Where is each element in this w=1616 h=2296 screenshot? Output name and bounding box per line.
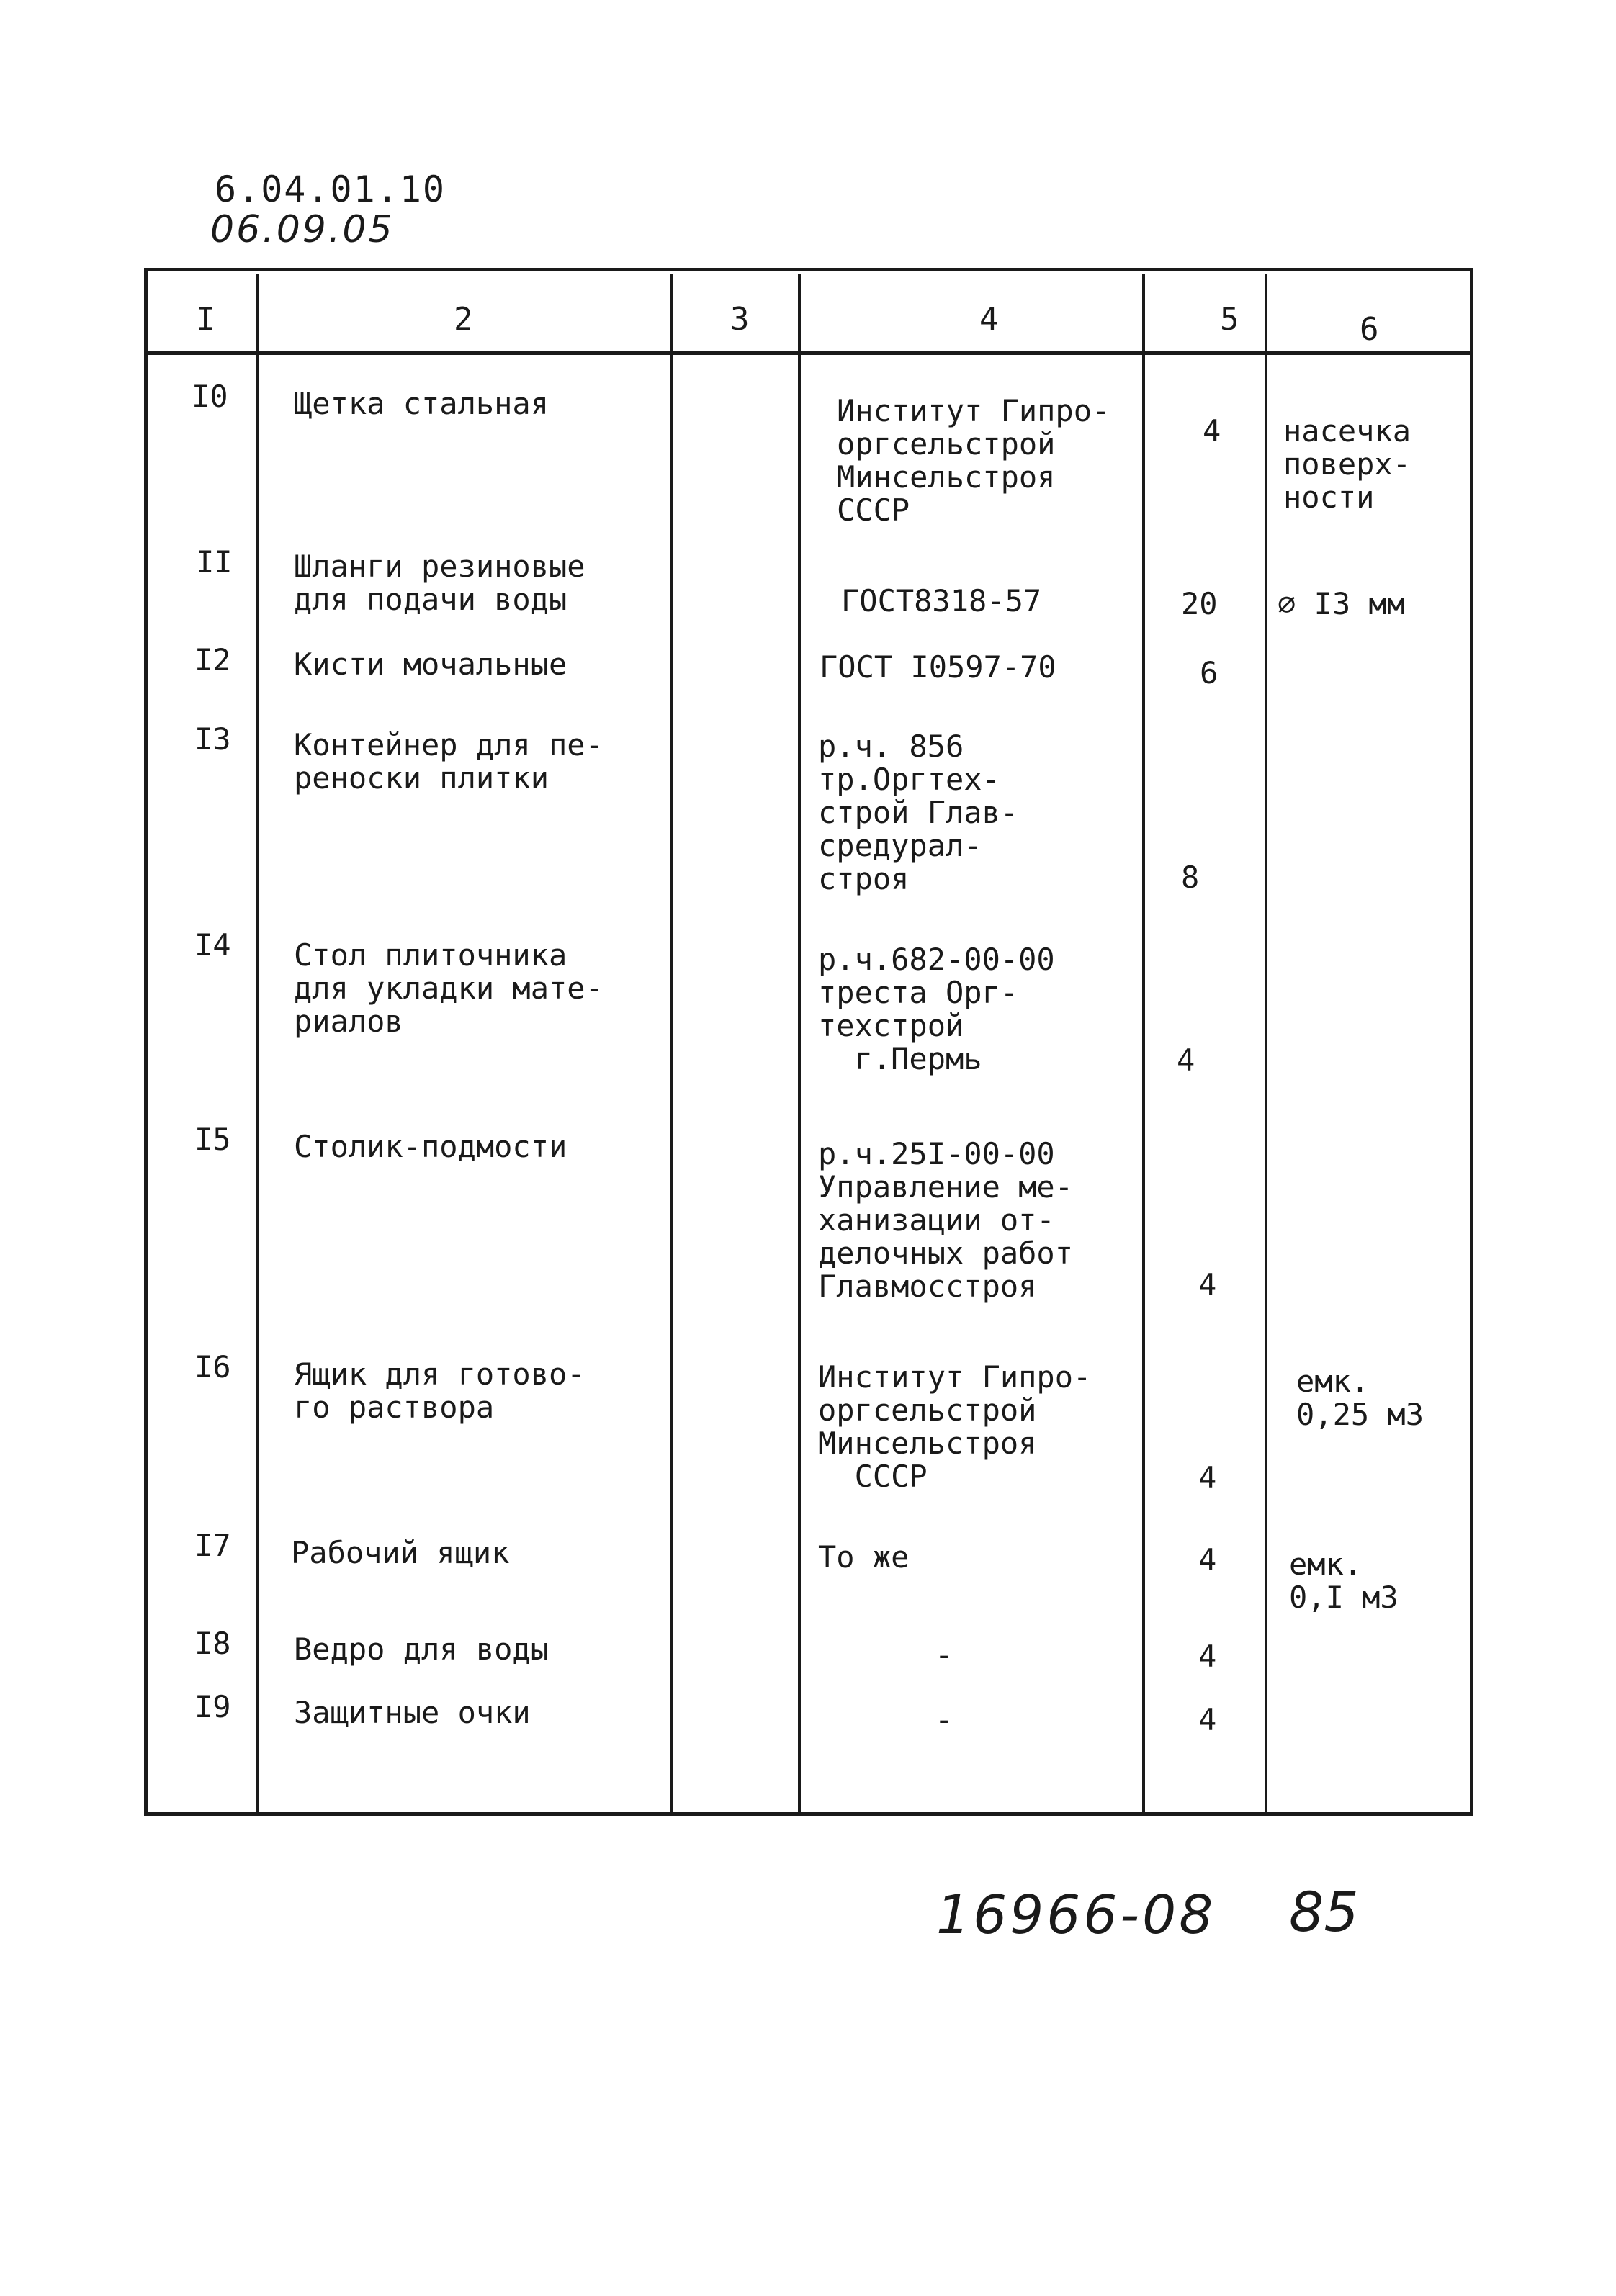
item-source: ГОСТ I0597-70 (820, 649, 1056, 685)
column-header: 6 (1360, 311, 1379, 348)
item-source: - (935, 1637, 953, 1673)
item-name: Защитные очки (294, 1695, 531, 1730)
row-number: I5 (194, 1122, 231, 1157)
row-number: I6 (194, 1349, 231, 1385)
item-name: Кисти мочальные (294, 647, 567, 682)
item-note: ⌀ I3 мм (1278, 586, 1406, 621)
item-quantity: 8 (1181, 860, 1200, 895)
item-quantity: 4 (1198, 1267, 1217, 1302)
column-header: 2 (454, 301, 473, 338)
column-header: 5 (1220, 301, 1239, 338)
header-divider (144, 351, 1473, 355)
column-header: I (196, 301, 215, 338)
item-source: р.ч.682-00-00 треста Орг- техстрой г.Пермь (818, 942, 1055, 1076)
table-frame (144, 268, 1473, 1816)
item-source: ГОСТ8318-57 (841, 583, 1042, 618)
item-source: р.ч. 856 тр.Оргтех- строй Глав- средурал- строя (818, 729, 1019, 896)
document-code: 6.04.01.10 (215, 168, 446, 210)
item-quantity: 4 (1198, 1542, 1217, 1577)
item-note: насечка поверх- ности (1283, 413, 1411, 515)
document-date: 06.09.05 (210, 208, 395, 251)
item-name: Столик-подмости (294, 1129, 567, 1164)
item-source: То же (818, 1539, 910, 1575)
row-number: I0 (192, 379, 228, 414)
item-quantity: 6 (1200, 655, 1218, 690)
row-number: I7 (194, 1528, 231, 1563)
row-number: I9 (194, 1689, 231, 1724)
item-name: Стол плиточника для укладки мате- риалов (294, 937, 603, 1039)
column-divider (1142, 274, 1145, 1814)
row-number: I3 (194, 721, 231, 757)
item-quantity: 20 (1181, 586, 1218, 621)
row-number: I8 (194, 1626, 231, 1661)
item-note: емк. 0,I м3 (1289, 1547, 1399, 1615)
document-number: 16966-08 (936, 1884, 1216, 1946)
item-quantity: 4 (1203, 413, 1221, 449)
item-source: - (935, 1702, 953, 1737)
item-source: Институт Гипро- оргсельстрой Минсельстроя СССР (837, 393, 1110, 528)
page-number: 85 (1289, 1880, 1359, 1944)
item-name: Ведро для воды (294, 1631, 549, 1667)
item-quantity: 4 (1177, 1043, 1195, 1078)
item-source: Институт Гипро- оргсельстрой Минсельстроя СССР (818, 1359, 1092, 1494)
item-quantity: 4 (1198, 1702, 1217, 1737)
item-quantity: 4 (1198, 1460, 1217, 1495)
item-name: Рабочий ящик (291, 1535, 510, 1570)
column-header: 4 (979, 301, 999, 338)
row-number: II (196, 544, 233, 580)
column-divider (798, 274, 801, 1814)
column-divider (256, 274, 259, 1814)
item-note: емк. 0,25 м3 (1296, 1364, 1424, 1432)
column-divider (670, 274, 673, 1814)
row-number: I4 (194, 927, 231, 963)
column-divider (1265, 274, 1267, 1814)
item-name: Контейнер для пе- реноски плитки (294, 727, 603, 796)
item-name: Ящик для готово- го раствора (294, 1356, 585, 1425)
item-name: Щетка стальная (294, 386, 549, 421)
column-header: 3 (730, 301, 750, 338)
row-number: I2 (194, 642, 231, 677)
item-name: Шланги резиновые для подачи воды (294, 549, 585, 617)
item-source: р.ч.25I-00-00 Управление ме- ханизации от- делочных работ Главмосстроя (818, 1136, 1074, 1304)
item-quantity: 4 (1198, 1639, 1217, 1674)
